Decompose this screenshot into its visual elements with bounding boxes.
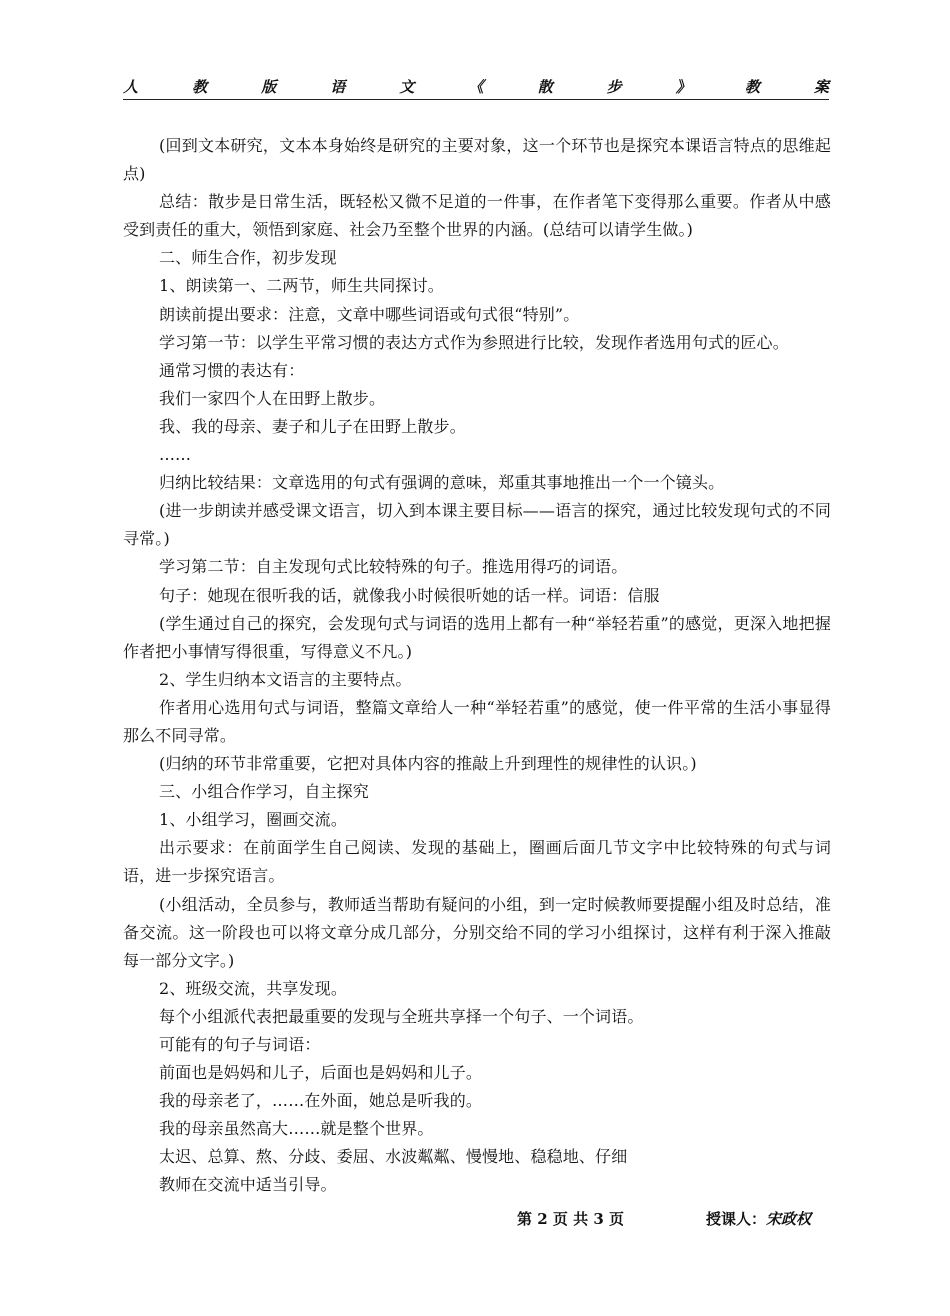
- paragraph: 可能有的句子与词语：: [159, 1035, 321, 1054]
- paragraph: 前面也是妈妈和儿子，后面也是妈妈和儿子。: [159, 1063, 483, 1083]
- paragraph: 作者用心选用句式与词语，整篇文章给人一种“举轻若重”的感觉，使一件平常的生活小事显得那么不同寻常。: [123, 697, 831, 745]
- header-char: 语: [330, 77, 346, 96]
- header-char: 教: [744, 77, 760, 96]
- paragraph: 2、班级交流，共享发现。: [159, 978, 347, 998]
- header-char: 版: [261, 77, 277, 96]
- paragraph: 每个小组派代表把最重要的发现与全班共享择一个句子、一个词语。: [159, 1006, 644, 1026]
- paragraph: 我的母亲虽然高大……就是整个世界。: [159, 1119, 434, 1139]
- paragraph: 归纳比较结果：文章选用的句式有强调的意味，郑重其事地推出一个一个镜头。: [159, 473, 725, 493]
- paragraph: (归纳的环节非常重要，它把对具体内容的推敲上升到理性的规律性的认识。): [159, 754, 697, 774]
- page-header: [123, 74, 829, 98]
- header-char: 《: [468, 77, 484, 96]
- paragraph: 总结：散步是日常生活，既轻松又微不足道的一件事，在作者笔下变得那么重要。作者从中感受到责任的重大，领悟到家庭、社会乃至整个世界的内涵。(总结可以请学生做。): [123, 192, 831, 240]
- paragraph: (学生通过自己的探究，会发现句式与词语的选用上都有一种“举轻若重”的感觉，更深入地把握作者把小事情写得很重，写得意义不凡。): [123, 613, 831, 661]
- section-heading: 二、师生合作，初步发现: [159, 248, 337, 268]
- paragraph: 我们一家四个人在田野上散步。: [159, 388, 386, 408]
- paragraph: 学习第一节：以学生平常习惯的表达方式作为参照进行比较，发现作者选用句式的匠心。: [159, 332, 789, 352]
- ellipsis-line: ……: [159, 445, 191, 465]
- paragraph: 我、我的母亲、妻子和儿子在田野上散步。: [159, 416, 466, 436]
- teacher-label: 授课人：: [706, 1210, 767, 1228]
- page-footer: [0, 1208, 950, 1232]
- teacher-credit: [706, 1208, 811, 1229]
- paragraph: (小组活动，全员参与，教师适当帮助有疑问的小组，到一定时候教师要提醒小组及时总结，准备交流。这一阶段也可以将文章分成几部分，分别交给不同的学习小组探讨，这样有利于深入推敲每一部分文字。): [123, 894, 831, 970]
- header-char: 》: [675, 77, 691, 96]
- document-body: [123, 132, 831, 1200]
- header-char: 散: [537, 77, 553, 96]
- paragraph: 1、朗读第一、二两节，师生共同探讨。: [159, 276, 444, 296]
- header-char: 文: [399, 77, 415, 96]
- paragraph: 1、小组学习，圈画交流。: [159, 810, 347, 830]
- paragraph: 2、学生归纳本文语言的主要特点。: [159, 669, 412, 689]
- paragraph: (进一步朗读并感受课文语言，切入到本课主要目标——语言的探究，通过比较发现句式的不同寻常。): [123, 501, 831, 549]
- paragraph: 朗读前提出要求：注意，文章中哪些词语或句式很“特别”。: [159, 304, 580, 324]
- header-char: 教: [192, 77, 208, 96]
- header-char: 案: [813, 77, 829, 96]
- paragraph: (回到文本研究，文本本身始终是研究的主要对象，这一个环节也是探究本课语言特点的思维起点): [123, 136, 831, 184]
- paragraph: 通常习惯的表达有：: [159, 360, 305, 380]
- header-char: 人: [123, 77, 139, 96]
- paragraph: 我的母亲老了，……在外面，她总是听我的。: [159, 1091, 483, 1111]
- paragraph: 太迟、总算、熬、分歧、委屈、水波粼粼、慢慢地、稳稳地、仔细: [159, 1147, 628, 1167]
- paragraph: 句子：她现在很听我的话，就像我小时候很听她的话一样。词语：信服: [159, 585, 660, 605]
- section-heading: 三、小组合作学习，自主探究: [159, 782, 369, 802]
- page-number: 第 2 页 共 3 页: [517, 1210, 624, 1228]
- header-divider: [123, 99, 829, 100]
- paragraph: 教师在交流中适当引导。: [159, 1175, 337, 1195]
- teacher-name: 宋政权: [766, 1210, 812, 1228]
- header-char: 步: [606, 77, 622, 96]
- paragraph: 学习第二节：自主发现句式比较特殊的句子。推选用得巧的词语。: [159, 557, 628, 577]
- paragraph: 出示要求：在前面学生自己阅读、发现的基础上，圈画后面几节文字中比较特殊的句式与词语，进一步探究语言。: [123, 838, 831, 886]
